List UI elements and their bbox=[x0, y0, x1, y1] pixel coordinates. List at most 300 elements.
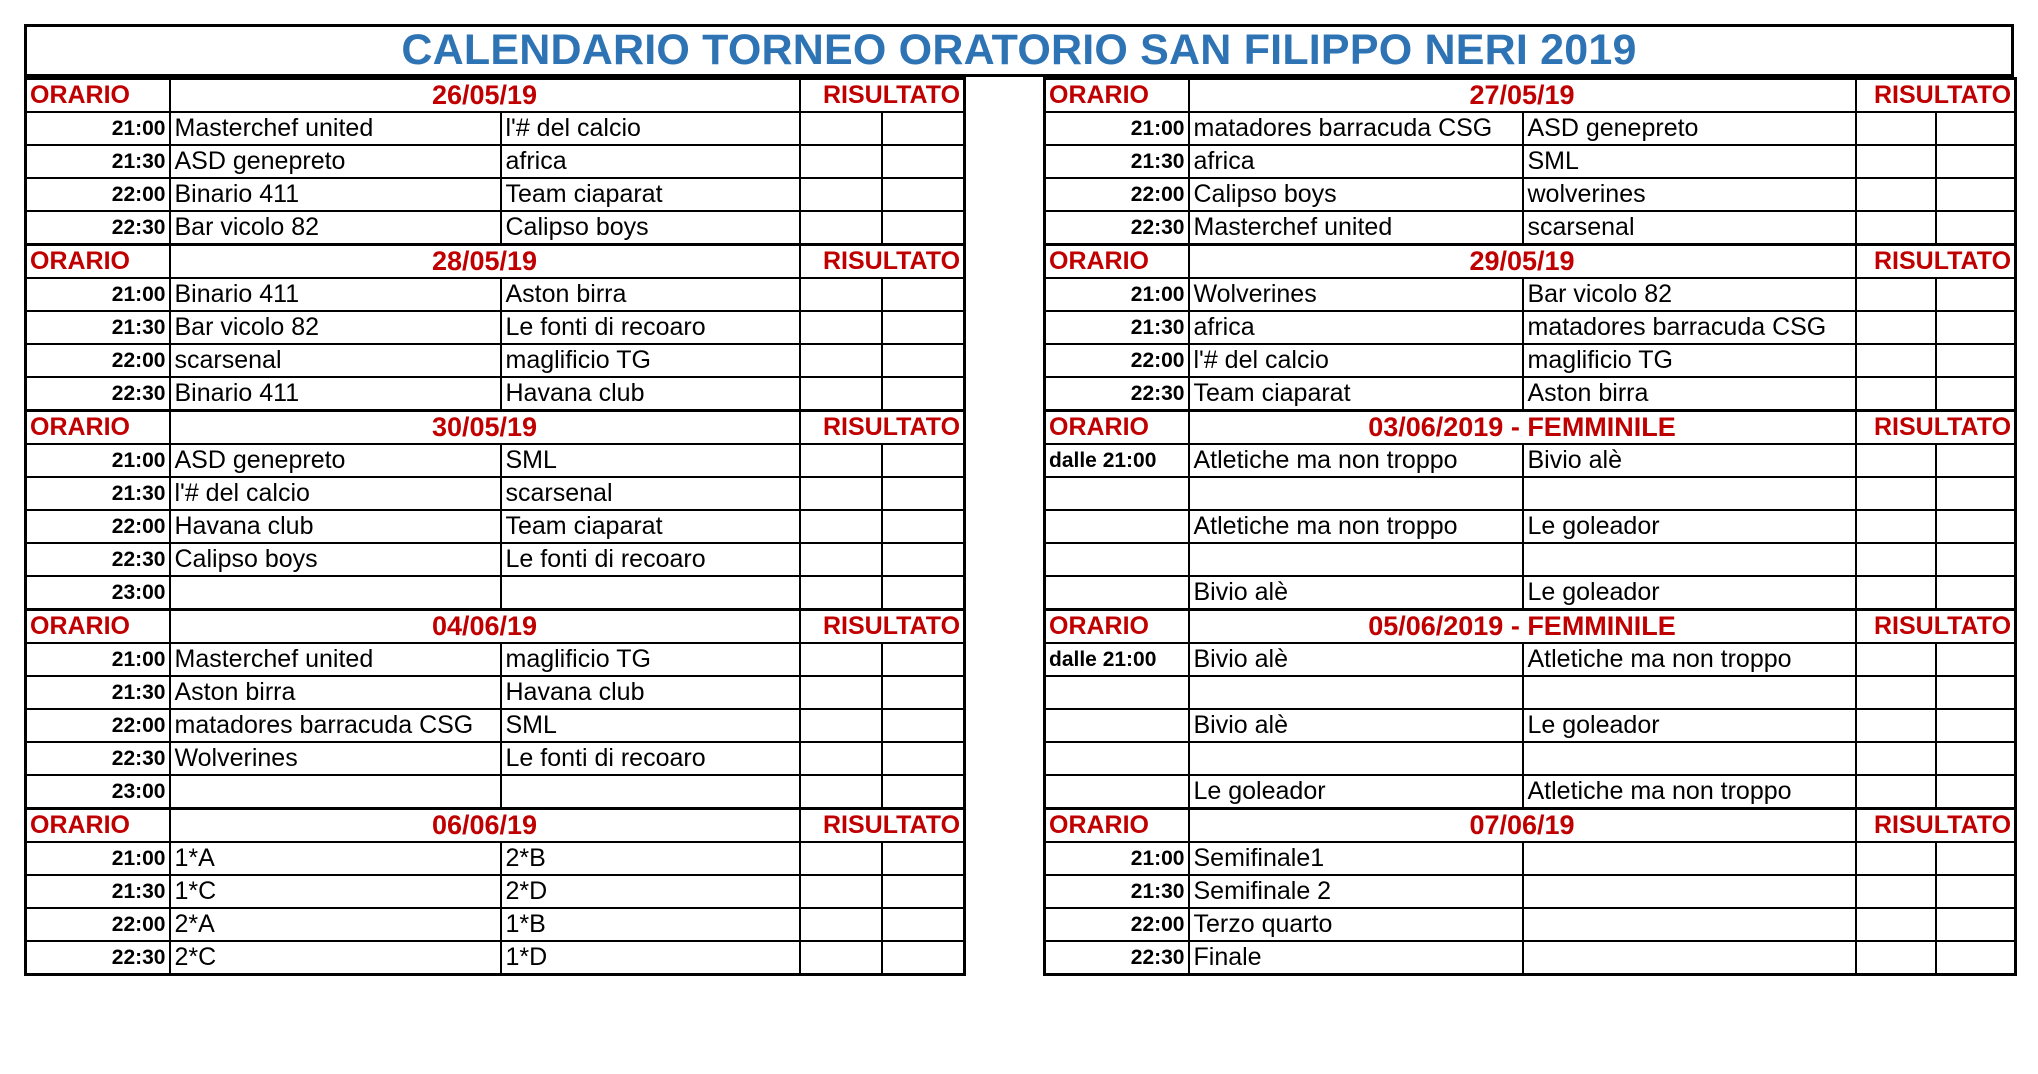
match-time: 22:30 bbox=[26, 377, 170, 411]
match-row bbox=[1045, 576, 2016, 610]
score-away-cell bbox=[1936, 908, 2016, 941]
risultato-label: RISULTATO bbox=[800, 245, 965, 279]
match-time: 22:00 bbox=[1045, 344, 1189, 377]
home-team: 1*C bbox=[170, 875, 501, 908]
match-row bbox=[1045, 842, 2016, 875]
day-date: 06/06/19 bbox=[170, 809, 800, 843]
orario-label: ORARIO bbox=[26, 411, 170, 445]
match-row bbox=[26, 875, 965, 908]
score-home-cell bbox=[800, 842, 882, 875]
home-team: Aston birra bbox=[170, 676, 501, 709]
day-date: 05/06/2019 - FEMMINILE bbox=[1189, 610, 1856, 644]
match-row bbox=[26, 377, 965, 411]
home-team: 2*C bbox=[170, 941, 501, 975]
match-row bbox=[1045, 211, 2016, 245]
match-row bbox=[1045, 775, 2016, 809]
home-team: africa bbox=[1189, 145, 1523, 178]
home-team: Bivio alè bbox=[1189, 576, 1523, 610]
away-team: Le goleador bbox=[1523, 576, 1856, 610]
away-team: SML bbox=[501, 709, 800, 742]
score-home-cell bbox=[1856, 842, 1936, 875]
score-away-cell bbox=[1936, 344, 2016, 377]
away-team: Aston birra bbox=[1523, 377, 1856, 411]
score-home-cell bbox=[800, 211, 882, 245]
match-time bbox=[1045, 576, 1189, 610]
match-time: 21:30 bbox=[1045, 875, 1189, 908]
day-header-row bbox=[26, 245, 965, 279]
score-home-cell bbox=[800, 510, 882, 543]
match-time: 21:30 bbox=[26, 477, 170, 510]
score-home-cell bbox=[1856, 576, 1936, 610]
match-row bbox=[26, 211, 965, 245]
away-team bbox=[1523, 477, 1856, 510]
orario-label: ORARIO bbox=[26, 610, 170, 644]
day-date: 27/05/19 bbox=[1189, 79, 1856, 113]
score-home-cell bbox=[800, 344, 882, 377]
score-home-cell bbox=[800, 941, 882, 975]
score-away-cell bbox=[1936, 941, 2016, 975]
home-team bbox=[170, 576, 501, 610]
score-home-cell bbox=[800, 775, 882, 809]
away-team: 1*B bbox=[501, 908, 800, 941]
match-row bbox=[26, 344, 965, 377]
day-date: 28/05/19 bbox=[170, 245, 800, 279]
away-team: Le fonti di recoaro bbox=[501, 311, 800, 344]
match-row bbox=[1045, 311, 2016, 344]
orario-label: ORARIO bbox=[1045, 245, 1189, 279]
score-away-cell bbox=[882, 311, 965, 344]
score-away-cell bbox=[882, 344, 965, 377]
away-team bbox=[1523, 543, 1856, 576]
day-header-row bbox=[26, 79, 965, 113]
match-time: 22:30 bbox=[26, 941, 170, 975]
home-team: 1*A bbox=[170, 842, 501, 875]
score-away-cell bbox=[1936, 875, 2016, 908]
match-time: 22:30 bbox=[1045, 211, 1189, 245]
risultato-label: RISULTATO bbox=[1856, 411, 2016, 445]
match-row bbox=[26, 178, 965, 211]
match-time: 22:30 bbox=[1045, 941, 1189, 975]
away-team: 1*D bbox=[501, 941, 800, 975]
match-row bbox=[1045, 643, 2016, 676]
page-title: CALENDARIO TORNEO ORATORIO SAN FILIPPO NERI 2019 bbox=[24, 24, 2014, 77]
risultato-label: RISULTATO bbox=[1856, 610, 2016, 644]
away-team bbox=[1523, 908, 1856, 941]
match-row bbox=[1045, 709, 2016, 742]
home-team: Binario 411 bbox=[170, 178, 501, 211]
match-time: 22:00 bbox=[1045, 178, 1189, 211]
score-home-cell bbox=[800, 278, 882, 311]
score-home-cell bbox=[1856, 775, 1936, 809]
score-away-cell bbox=[1936, 145, 2016, 178]
home-team: Le goleador bbox=[1189, 775, 1523, 809]
match-time: 21:30 bbox=[1045, 311, 1189, 344]
score-away-cell bbox=[1936, 444, 2016, 477]
home-team: l'# del calcio bbox=[1189, 344, 1523, 377]
risultato-label: RISULTATO bbox=[1856, 79, 2016, 113]
match-row bbox=[26, 742, 965, 775]
score-away-cell bbox=[882, 543, 965, 576]
home-team: Havana club bbox=[170, 510, 501, 543]
match-time: 22:00 bbox=[1045, 908, 1189, 941]
home-team: africa bbox=[1189, 311, 1523, 344]
match-row bbox=[1045, 676, 2016, 709]
away-team: Le fonti di recoaro bbox=[501, 742, 800, 775]
day-header-row bbox=[1045, 610, 2016, 644]
score-home-cell bbox=[1856, 676, 1936, 709]
day-date: 29/05/19 bbox=[1189, 245, 1856, 279]
home-team: l'# del calcio bbox=[170, 477, 501, 510]
match-row bbox=[1045, 875, 2016, 908]
match-row bbox=[26, 842, 965, 875]
away-team bbox=[1523, 842, 1856, 875]
risultato-label: RISULTATO bbox=[800, 79, 965, 113]
away-team: SML bbox=[501, 444, 800, 477]
score-away-cell bbox=[882, 775, 965, 809]
day-date: 07/06/19 bbox=[1189, 809, 1856, 843]
score-home-cell bbox=[1856, 278, 1936, 311]
day-header-row bbox=[1045, 245, 2016, 279]
score-away-cell bbox=[882, 576, 965, 610]
home-team: Binario 411 bbox=[170, 278, 501, 311]
away-team bbox=[1523, 676, 1856, 709]
home-team bbox=[1189, 477, 1523, 510]
score-away-cell bbox=[882, 742, 965, 775]
orario-label: ORARIO bbox=[1045, 411, 1189, 445]
orario-label: ORARIO bbox=[26, 245, 170, 279]
home-team: ASD genepreto bbox=[170, 444, 501, 477]
match-time bbox=[1045, 742, 1189, 775]
home-team bbox=[1189, 543, 1523, 576]
match-row bbox=[1045, 278, 2016, 311]
home-team: Binario 411 bbox=[170, 377, 501, 411]
match-time: 21:00 bbox=[26, 278, 170, 311]
day-date: 03/06/2019 - FEMMINILE bbox=[1189, 411, 1856, 445]
away-team: Le goleador bbox=[1523, 709, 1856, 742]
day-header-row bbox=[1045, 79, 2016, 113]
away-team: Le fonti di recoaro bbox=[501, 543, 800, 576]
score-away-cell bbox=[882, 643, 965, 676]
match-time: 21:00 bbox=[26, 112, 170, 145]
away-team bbox=[1523, 941, 1856, 975]
score-home-cell bbox=[1856, 643, 1936, 676]
score-home-cell bbox=[800, 742, 882, 775]
score-away-cell bbox=[1936, 211, 2016, 245]
score-away-cell bbox=[882, 709, 965, 742]
away-team: Aston birra bbox=[501, 278, 800, 311]
score-home-cell bbox=[1856, 344, 1936, 377]
home-team: 2*A bbox=[170, 908, 501, 941]
home-team: Bivio alè bbox=[1189, 643, 1523, 676]
away-team: SML bbox=[1523, 145, 1856, 178]
match-time bbox=[1045, 510, 1189, 543]
score-home-cell bbox=[800, 908, 882, 941]
home-team: Calipso boys bbox=[170, 543, 501, 576]
score-away-cell bbox=[882, 377, 965, 411]
match-row bbox=[1045, 444, 2016, 477]
orario-label: ORARIO bbox=[1045, 610, 1189, 644]
match-time: 22:00 bbox=[26, 178, 170, 211]
home-team: Masterchef united bbox=[170, 643, 501, 676]
home-team: Masterchef united bbox=[170, 112, 501, 145]
away-team: Bivio alè bbox=[1523, 444, 1856, 477]
score-away-cell bbox=[1936, 742, 2016, 775]
home-team: Bar vicolo 82 bbox=[170, 311, 501, 344]
match-row bbox=[1045, 941, 2016, 975]
score-away-cell bbox=[1936, 377, 2016, 411]
match-time: 22:30 bbox=[1045, 377, 1189, 411]
match-row bbox=[1045, 377, 2016, 411]
score-away-cell bbox=[1936, 676, 2016, 709]
score-away-cell bbox=[882, 842, 965, 875]
day-date: 04/06/19 bbox=[170, 610, 800, 644]
match-time: 21:00 bbox=[26, 643, 170, 676]
home-team: Atletiche ma non troppo bbox=[1189, 444, 1523, 477]
score-home-cell bbox=[1856, 875, 1936, 908]
schedule-right bbox=[1043, 77, 2017, 976]
home-team: Wolverines bbox=[170, 742, 501, 775]
away-team bbox=[501, 775, 800, 809]
score-away-cell bbox=[882, 477, 965, 510]
match-row bbox=[26, 941, 965, 975]
risultato-label: RISULTATO bbox=[1856, 809, 2016, 843]
score-home-cell bbox=[1856, 211, 1936, 245]
score-home-cell bbox=[800, 643, 882, 676]
match-time bbox=[1045, 775, 1189, 809]
match-time bbox=[1045, 543, 1189, 576]
match-row bbox=[26, 543, 965, 576]
day-header-row bbox=[26, 411, 965, 445]
match-time: 21:30 bbox=[1045, 145, 1189, 178]
home-team bbox=[1189, 676, 1523, 709]
away-team bbox=[1523, 875, 1856, 908]
score-home-cell bbox=[800, 444, 882, 477]
score-away-cell bbox=[1936, 775, 2016, 809]
away-team: Calipso boys bbox=[501, 211, 800, 245]
match-time: 21:30 bbox=[26, 311, 170, 344]
score-away-cell bbox=[1936, 510, 2016, 543]
match-row bbox=[26, 709, 965, 742]
match-time: 22:00 bbox=[26, 709, 170, 742]
score-away-cell bbox=[1936, 643, 2016, 676]
score-home-cell bbox=[800, 311, 882, 344]
score-away-cell bbox=[1936, 278, 2016, 311]
score-away-cell bbox=[1936, 842, 2016, 875]
match-time: 21:00 bbox=[1045, 278, 1189, 311]
score-away-cell bbox=[882, 510, 965, 543]
away-team bbox=[501, 576, 800, 610]
match-time: dalle 21:00 bbox=[1045, 643, 1189, 676]
score-home-cell bbox=[1856, 709, 1936, 742]
match-row bbox=[26, 444, 965, 477]
day-date: 26/05/19 bbox=[170, 79, 800, 113]
match-time: 22:00 bbox=[26, 908, 170, 941]
score-home-cell bbox=[800, 377, 882, 411]
away-team: Havana club bbox=[501, 377, 800, 411]
match-row bbox=[1045, 344, 2016, 377]
match-row bbox=[1045, 145, 2016, 178]
score-away-cell bbox=[1936, 112, 2016, 145]
score-home-cell bbox=[800, 178, 882, 211]
match-row bbox=[26, 145, 965, 178]
away-team: maglificio TG bbox=[1523, 344, 1856, 377]
score-away-cell bbox=[882, 178, 965, 211]
score-home-cell bbox=[1856, 444, 1936, 477]
away-team: Le goleador bbox=[1523, 510, 1856, 543]
match-row bbox=[1045, 510, 2016, 543]
home-team: Bar vicolo 82 bbox=[170, 211, 501, 245]
home-team: Atletiche ma non troppo bbox=[1189, 510, 1523, 543]
score-home-cell bbox=[800, 676, 882, 709]
day-header-row bbox=[1045, 411, 2016, 445]
home-team bbox=[1189, 742, 1523, 775]
score-home-cell bbox=[1856, 543, 1936, 576]
away-team bbox=[1523, 742, 1856, 775]
day-header-row bbox=[26, 809, 965, 843]
away-team: Atletiche ma non troppo bbox=[1523, 643, 1856, 676]
home-team: Finale bbox=[1189, 941, 1523, 975]
orario-label: ORARIO bbox=[26, 809, 170, 843]
match-time bbox=[1045, 676, 1189, 709]
score-home-cell bbox=[800, 576, 882, 610]
home-team: scarsenal bbox=[170, 344, 501, 377]
score-home-cell bbox=[1856, 178, 1936, 211]
match-row bbox=[26, 477, 965, 510]
score-home-cell bbox=[800, 709, 882, 742]
home-team: Semifinale 2 bbox=[1189, 875, 1523, 908]
match-time: 22:00 bbox=[26, 344, 170, 377]
match-row bbox=[1045, 178, 2016, 211]
away-team: 2*D bbox=[501, 875, 800, 908]
home-team: Team ciaparat bbox=[1189, 377, 1523, 411]
score-away-cell bbox=[882, 211, 965, 245]
match-time: 21:00 bbox=[26, 444, 170, 477]
match-time: 21:30 bbox=[26, 875, 170, 908]
home-team: matadores barracuda CSG bbox=[170, 709, 501, 742]
score-away-cell bbox=[882, 941, 965, 975]
match-time bbox=[1045, 709, 1189, 742]
away-team: scarsenal bbox=[501, 477, 800, 510]
risultato-label: RISULTATO bbox=[1856, 245, 2016, 279]
score-away-cell bbox=[1936, 311, 2016, 344]
away-team: scarsenal bbox=[1523, 211, 1856, 245]
score-away-cell bbox=[1936, 477, 2016, 510]
score-home-cell bbox=[1856, 311, 1936, 344]
score-away-cell bbox=[882, 112, 965, 145]
match-row bbox=[26, 576, 965, 610]
score-away-cell bbox=[882, 908, 965, 941]
day-header-row bbox=[26, 610, 965, 644]
match-row bbox=[26, 775, 965, 809]
score-home-cell bbox=[1856, 377, 1936, 411]
score-home-cell bbox=[800, 875, 882, 908]
match-time: dalle 21:00 bbox=[1045, 444, 1189, 477]
home-team: Wolverines bbox=[1189, 278, 1523, 311]
match-row bbox=[1045, 112, 2016, 145]
match-row bbox=[1045, 742, 2016, 775]
score-away-cell bbox=[882, 278, 965, 311]
away-team: maglificio TG bbox=[501, 344, 800, 377]
day-header-row bbox=[1045, 809, 2016, 843]
orario-label: ORARIO bbox=[26, 79, 170, 113]
match-time: 22:30 bbox=[26, 211, 170, 245]
score-home-cell bbox=[800, 112, 882, 145]
away-team: maglificio TG bbox=[501, 643, 800, 676]
home-team: Terzo quarto bbox=[1189, 908, 1523, 941]
score-home-cell bbox=[800, 543, 882, 576]
away-team: ASD genepreto bbox=[1523, 112, 1856, 145]
home-team: ASD genepreto bbox=[170, 145, 501, 178]
away-team: Bar vicolo 82 bbox=[1523, 278, 1856, 311]
risultato-label: RISULTATO bbox=[800, 610, 965, 644]
match-row bbox=[26, 676, 965, 709]
score-home-cell bbox=[1856, 510, 1936, 543]
orario-label: ORARIO bbox=[1045, 809, 1189, 843]
match-row bbox=[26, 908, 965, 941]
away-team: Team ciaparat bbox=[501, 510, 800, 543]
match-row bbox=[26, 510, 965, 543]
away-team: matadores barracuda CSG bbox=[1523, 311, 1856, 344]
away-team: wolverines bbox=[1523, 178, 1856, 211]
match-time: 23:00 bbox=[26, 576, 170, 610]
score-home-cell bbox=[800, 145, 882, 178]
home-team: Calipso boys bbox=[1189, 178, 1523, 211]
away-team: Atletiche ma non troppo bbox=[1523, 775, 1856, 809]
home-team: Semifinale1 bbox=[1189, 842, 1523, 875]
score-home-cell bbox=[800, 477, 882, 510]
match-row bbox=[1045, 477, 2016, 510]
home-team: matadores barracuda CSG bbox=[1189, 112, 1523, 145]
score-away-cell bbox=[1936, 709, 2016, 742]
away-team: Team ciaparat bbox=[501, 178, 800, 211]
match-time: 21:00 bbox=[26, 842, 170, 875]
match-time: 21:00 bbox=[1045, 112, 1189, 145]
match-time: 22:00 bbox=[26, 510, 170, 543]
score-away-cell bbox=[882, 444, 965, 477]
home-team bbox=[170, 775, 501, 809]
away-team: africa bbox=[501, 145, 800, 178]
match-row bbox=[1045, 908, 2016, 941]
match-time: 22:30 bbox=[26, 742, 170, 775]
score-away-cell bbox=[1936, 178, 2016, 211]
score-home-cell bbox=[1856, 742, 1936, 775]
schedule-left bbox=[24, 77, 966, 976]
match-row bbox=[26, 112, 965, 145]
match-time: 23:00 bbox=[26, 775, 170, 809]
match-time: 21:00 bbox=[1045, 842, 1189, 875]
risultato-label: RISULTATO bbox=[800, 411, 965, 445]
match-time: 22:30 bbox=[26, 543, 170, 576]
day-date: 30/05/19 bbox=[170, 411, 800, 445]
score-home-cell bbox=[1856, 477, 1936, 510]
away-team: Havana club bbox=[501, 676, 800, 709]
match-time: 21:30 bbox=[26, 676, 170, 709]
home-team: Masterchef united bbox=[1189, 211, 1523, 245]
score-away-cell bbox=[882, 676, 965, 709]
risultato-label: RISULTATO bbox=[800, 809, 965, 843]
away-team: l'# del calcio bbox=[501, 112, 800, 145]
score-home-cell bbox=[1856, 145, 1936, 178]
match-row bbox=[26, 311, 965, 344]
match-row bbox=[26, 643, 965, 676]
score-away-cell bbox=[882, 145, 965, 178]
match-row bbox=[26, 278, 965, 311]
score-away-cell bbox=[1936, 576, 2016, 610]
score-home-cell bbox=[1856, 112, 1936, 145]
score-home-cell bbox=[1856, 908, 1936, 941]
score-home-cell bbox=[1856, 941, 1936, 975]
match-row bbox=[1045, 543, 2016, 576]
